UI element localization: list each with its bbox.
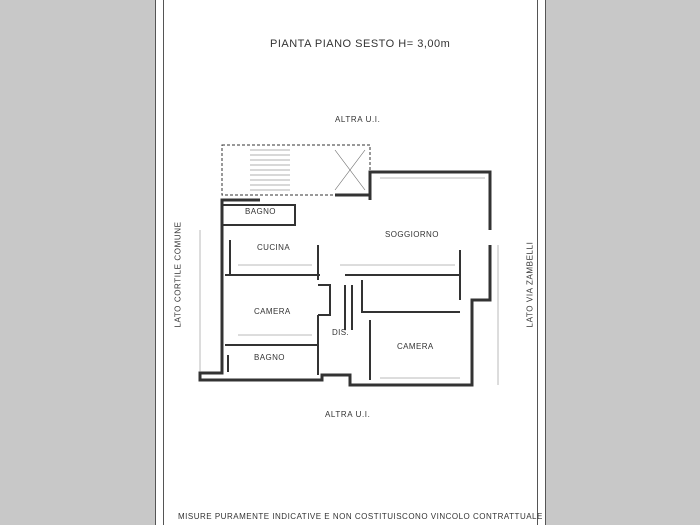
- plan-title: PIANTA PIANO SESTO H= 3,00m: [270, 38, 451, 50]
- room-label-cucina: CUCINA: [257, 243, 291, 252]
- room-label-camera-left: CAMERA: [254, 307, 291, 316]
- stairs-steps: [250, 150, 365, 190]
- stairwell-outline: [222, 145, 370, 195]
- disclaimer-footer: MISURE PURAMENTE INDICATIVE E NON COSTITUISCONO VINCOLO CONTRATTUALE: [178, 512, 543, 521]
- exterior-walls: [200, 172, 490, 385]
- label-lato-via: LATO VIA ZAMBELLI: [525, 241, 535, 328]
- room-label-camera-right: CAMERA: [397, 342, 434, 351]
- room-label-bagno-bottom: BAGNO: [254, 353, 285, 362]
- room-label-dis: DIS.: [332, 328, 350, 337]
- label-altra-ui-top: ALTRA U.I.: [335, 115, 381, 124]
- room-label-bagno-top: BAGNO: [245, 207, 276, 216]
- label-lato-cortile: LATO CORTILE COMUNE: [173, 221, 183, 328]
- label-altra-ui-bottom: ALTRA U.I.: [325, 410, 371, 419]
- room-label-soggiorno: SOGGIORNO: [385, 230, 439, 239]
